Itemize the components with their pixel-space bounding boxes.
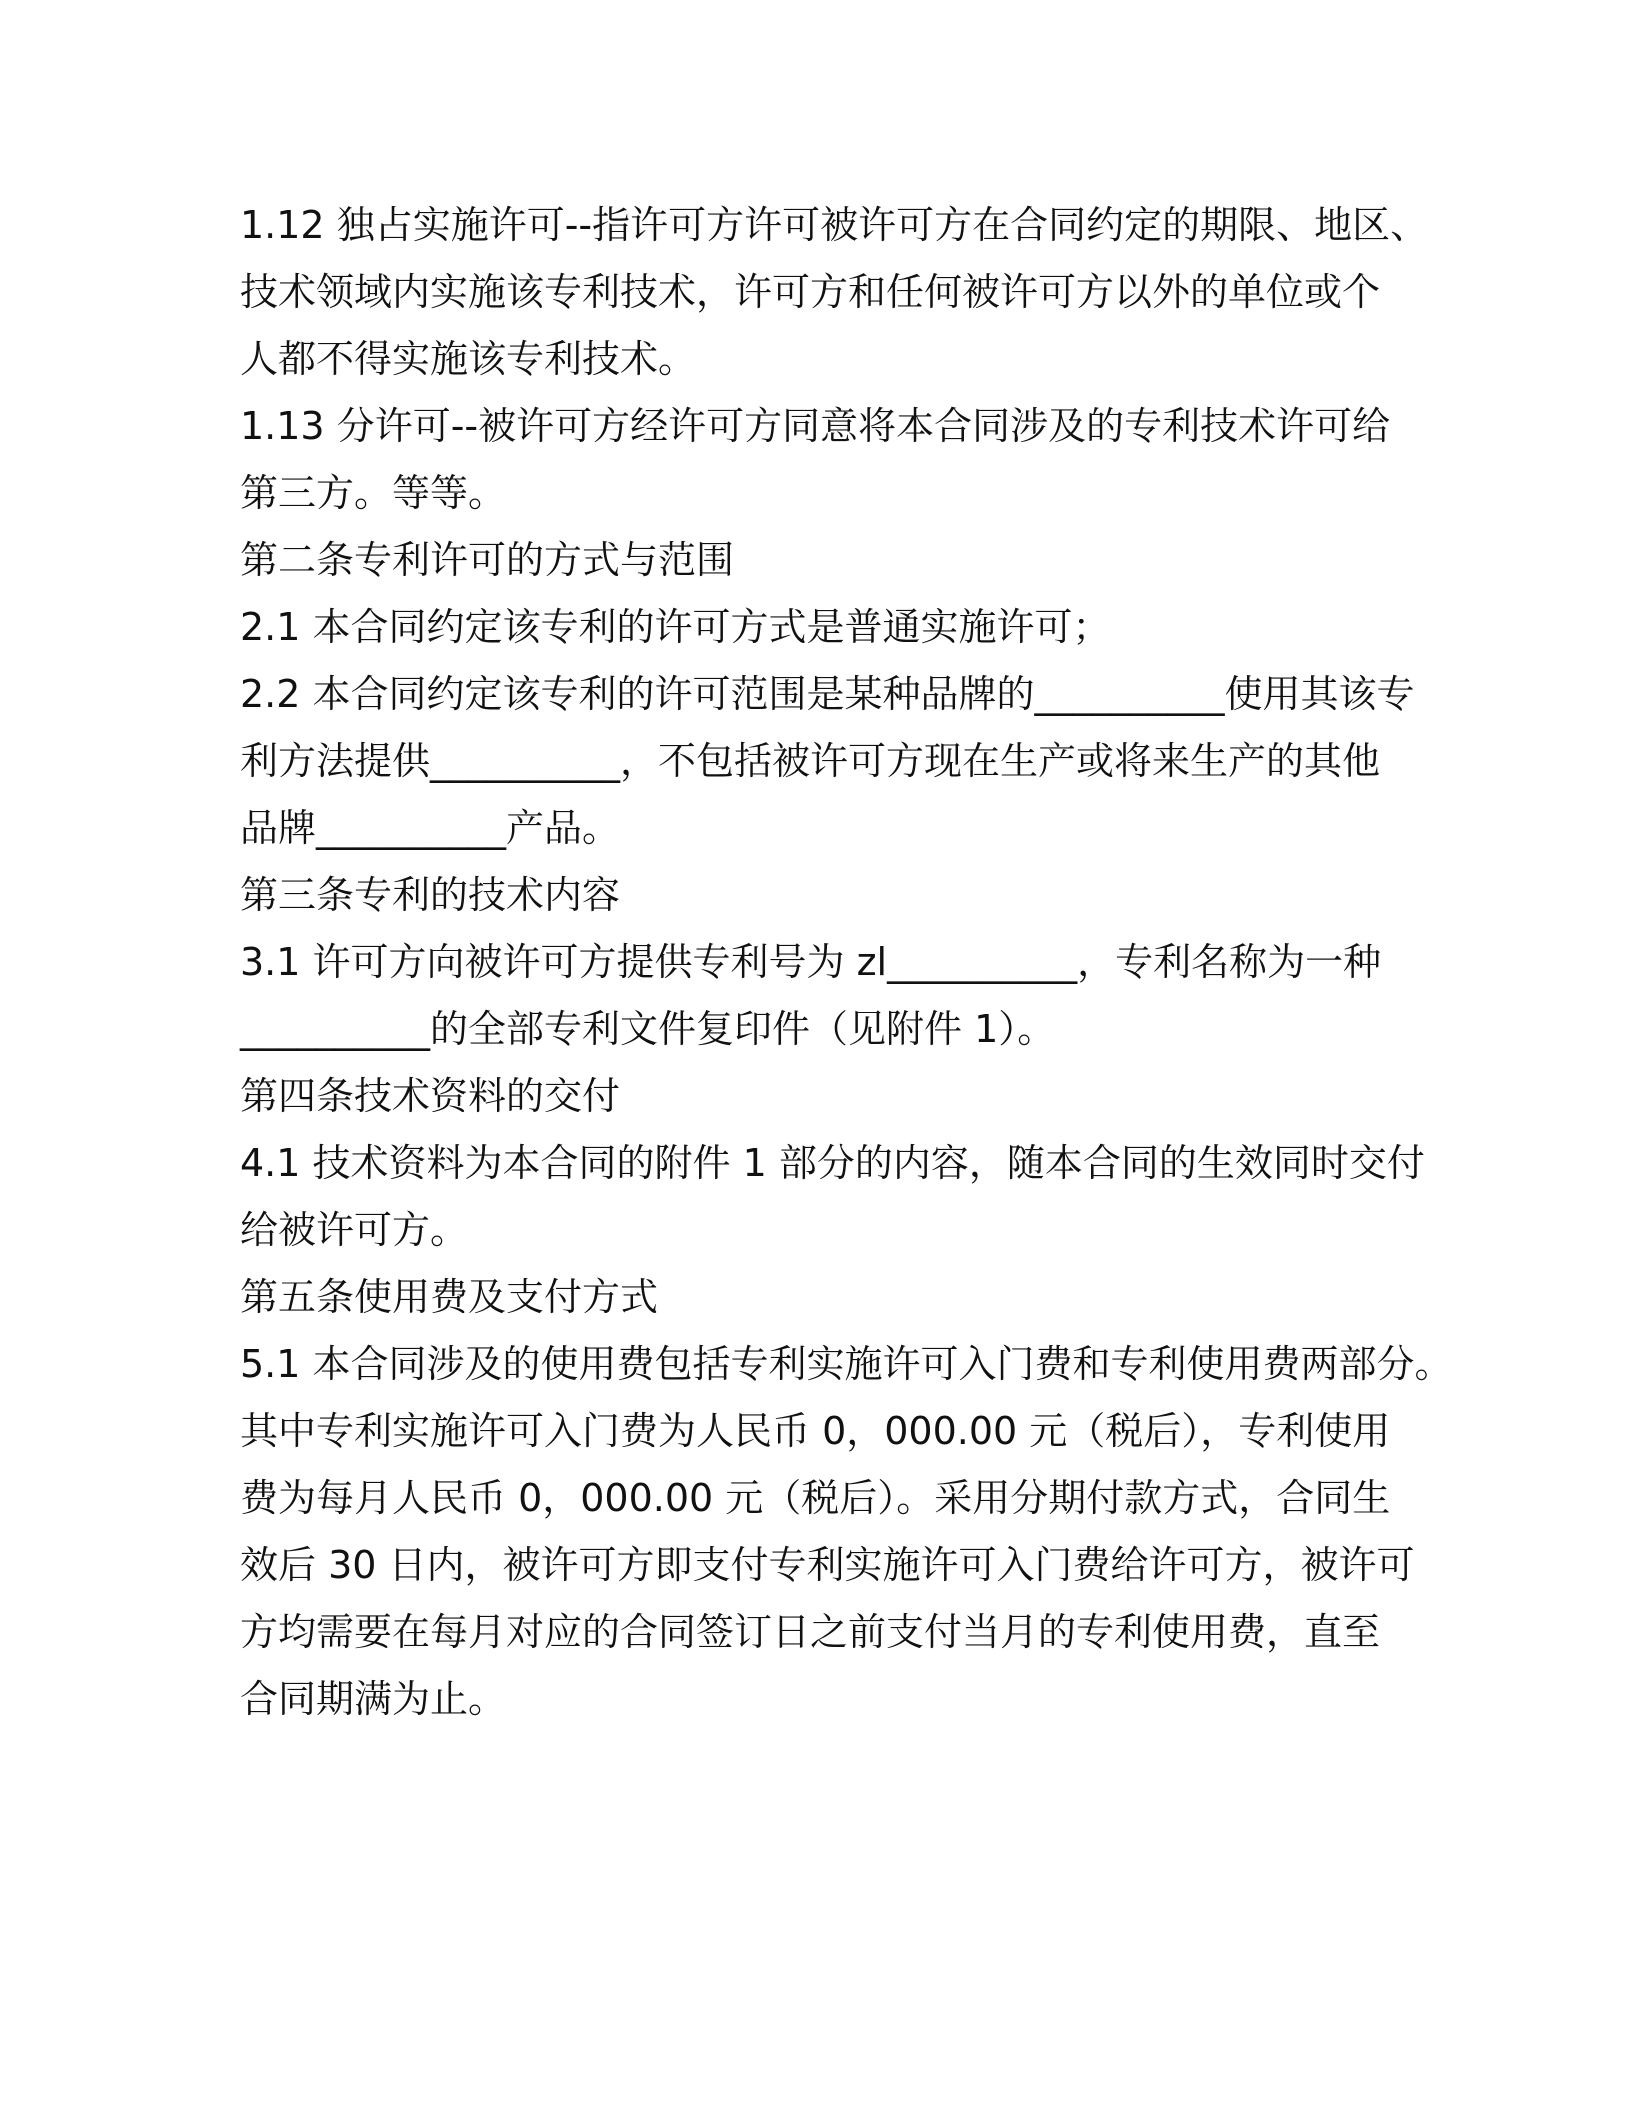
text-line: __________的全部专利文件复印件（见附件 1）。 bbox=[240, 1007, 1056, 1051]
text-line: 2.1 本合同约定该专利的许可方式是普通实施许可； bbox=[240, 605, 1111, 649]
section-heading: 第三条专利的技术内容 bbox=[240, 873, 621, 917]
section-heading: 第四条技术资料的交付 bbox=[240, 1074, 621, 1118]
text-line: 4.1 技术资料为本合同的附件 1 部分的内容，随本合同的生效同时交付 bbox=[240, 1141, 1425, 1185]
text-line: 利方法提供__________，不包括被许可方现在生产或将来生产的其他 bbox=[240, 739, 1381, 783]
text-line: 1.13 分许可--被许可方经许可方同意将本合同涉及的专利技术许可给 bbox=[240, 404, 1391, 448]
text-line: 其中专利实施许可入门费为人民币 0，000.00 元（税后），专利使用 bbox=[240, 1409, 1391, 1453]
text-line: 合同期满为止。 bbox=[240, 1677, 507, 1721]
text-line: 2.2 本合同约定该专利的许可范围是某种品牌的__________使用其该专 bbox=[240, 672, 1415, 716]
text-line: 效后 30 日内，被许可方即支付专利实施许可入门费给许可方，被许可 bbox=[240, 1543, 1415, 1587]
text-line: 给被许可方。 bbox=[240, 1208, 469, 1252]
text-line: 品牌__________产品。 bbox=[240, 806, 621, 850]
section-heading: 第二条专利许可的方式与范围 bbox=[240, 538, 735, 582]
text-line: 人都不得实施该专利技术。 bbox=[240, 337, 697, 381]
text-line: 方均需要在每月对应的合同签订日之前支付当月的专利使用费，直至 bbox=[240, 1610, 1381, 1654]
text-line: 第三方。等等。 bbox=[240, 471, 507, 515]
text-line: 5.1 本合同涉及的使用费包括专利实施许可入门费和专利使用费两部分。 bbox=[240, 1342, 1453, 1386]
document-body bbox=[240, 192, 1453, 1733]
text-line: 技术领域内实施该专利技术，许可方和任何被许可方以外的单位或个 bbox=[240, 270, 1381, 314]
section-heading: 第五条使用费及支付方式 bbox=[240, 1275, 659, 1319]
text-line: 3.1 许可方向被许可方提供专利号为 zl__________，专利名称为一种 bbox=[240, 940, 1382, 984]
text-line: 1.12 独占实施许可--指许可方许可被许可方在合同约定的期限、地区、 bbox=[240, 203, 1429, 247]
text-line: 费为每月人民币 0，000.00 元（税后）。采用分期付款方式，合同生 bbox=[240, 1476, 1391, 1520]
